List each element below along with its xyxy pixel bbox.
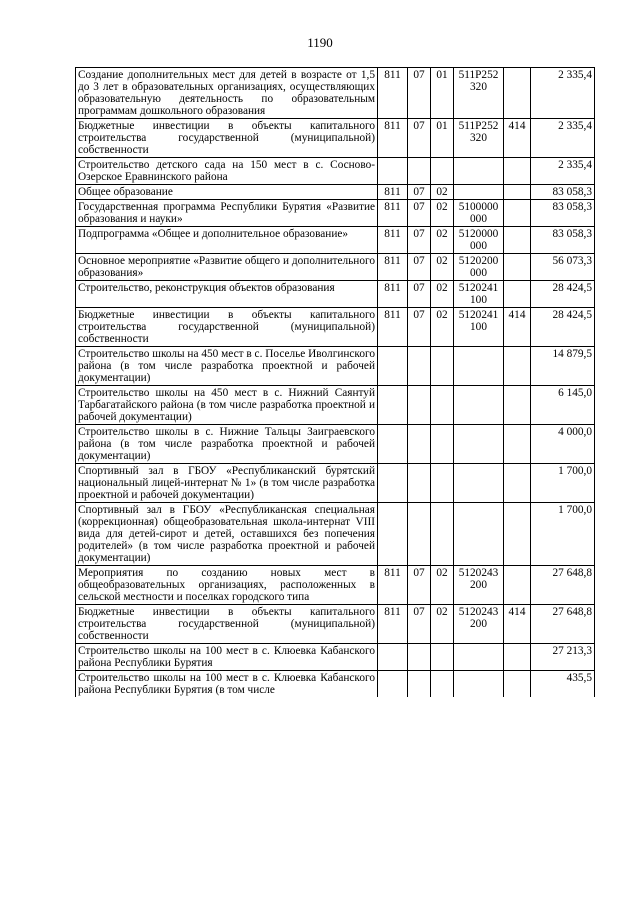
section-code-cell — [408, 386, 431, 425]
section-code-cell: 07 — [408, 200, 431, 227]
row-name-cell: Строительство детского сада на 150 мест в с. Сосново-Озерское Еравнинского района — [76, 158, 378, 185]
subsection-code-cell: 02 — [431, 185, 454, 200]
table-row — [76, 425, 595, 464]
expense-type-code-cell — [504, 200, 531, 227]
expense-type-code-cell — [504, 464, 531, 503]
target-article-code-cell — [454, 386, 504, 425]
ved-code-cell — [378, 386, 408, 425]
ved-code-cell — [378, 425, 408, 464]
ved-code-cell: 811 — [378, 119, 408, 158]
row-name-cell: Основное мероприятие «Развитие общего и дополнительного образования» — [76, 254, 378, 281]
ved-code-cell: 811 — [378, 227, 408, 254]
subsection-code-cell — [431, 425, 454, 464]
amount-cell: 83 058,3 — [531, 185, 595, 200]
ved-code-cell — [378, 464, 408, 503]
expense-type-code-cell — [504, 644, 531, 671]
section-code-cell — [408, 644, 431, 671]
section-code-cell: 07 — [408, 566, 431, 605]
expense-type-code-cell: 414 — [504, 605, 531, 644]
section-code-cell: 07 — [408, 185, 431, 200]
amount-cell: 1 700,0 — [531, 464, 595, 503]
expense-type-code-cell — [504, 158, 531, 185]
table-row — [76, 308, 595, 347]
expense-type-code-cell — [504, 185, 531, 200]
subsection-code-cell — [431, 347, 454, 386]
section-code-cell — [408, 671, 431, 698]
amount-cell: 27 648,8 — [531, 566, 595, 605]
subsection-code-cell — [431, 158, 454, 185]
ved-code-cell: 811 — [378, 185, 408, 200]
row-name-cell: Строительство школы в с. Нижние Тальцы Заиграевского района (в том числе разработка проектной и рабочей документации) — [76, 425, 378, 464]
target-article-code-cell — [454, 425, 504, 464]
target-article-code-cell: 5100000 000 — [454, 200, 504, 227]
table-row — [76, 605, 595, 644]
table-row — [76, 281, 595, 308]
expense-type-code-cell — [504, 254, 531, 281]
ved-code-cell — [378, 158, 408, 185]
amount-cell: 56 073,3 — [531, 254, 595, 281]
expense-type-code-cell — [504, 425, 531, 464]
subsection-code-cell: 02 — [431, 308, 454, 347]
amount-cell: 27 648,8 — [531, 605, 595, 644]
row-name-cell: Строительство школы на 100 мест в с. Клюевка Кабанского района Республики Бурятия — [76, 644, 378, 671]
subsection-code-cell — [431, 386, 454, 425]
target-article-code-cell — [454, 185, 504, 200]
amount-cell: 4 000,0 — [531, 425, 595, 464]
subsection-code-cell: 01 — [431, 119, 454, 158]
table-row — [76, 566, 595, 605]
amount-cell: 6 145,0 — [531, 386, 595, 425]
row-name-cell: Спортивный зал в ГБОУ «Республиканский бурятский национальный лицей-интернат № 1» (в том числе разработка проектной и рабочей документации) — [76, 464, 378, 503]
target-article-code-cell: 5120243 200 — [454, 605, 504, 644]
target-article-code-cell: 5120241 100 — [454, 281, 504, 308]
amount-cell: 83 058,3 — [531, 200, 595, 227]
row-name-cell: Бюджетные инвестиции в объекты капитального строительства государственной (муниципальной) собственности — [76, 119, 378, 158]
expense-type-code-cell — [504, 386, 531, 425]
section-code-cell: 07 — [408, 308, 431, 347]
table-row — [76, 347, 595, 386]
ved-code-cell — [378, 671, 408, 698]
subsection-code-cell: 02 — [431, 200, 454, 227]
target-article-code-cell — [454, 503, 504, 566]
amount-cell: 2 335,4 — [531, 158, 595, 185]
amount-cell: 1 700,0 — [531, 503, 595, 566]
subsection-code-cell — [431, 464, 454, 503]
subsection-code-cell — [431, 671, 454, 698]
section-code-cell — [408, 503, 431, 566]
amount-cell: 14 879,5 — [531, 347, 595, 386]
ved-code-cell: 811 — [378, 68, 408, 119]
target-article-code-cell: 5120243 200 — [454, 566, 504, 605]
row-name-cell: Общее образование — [76, 185, 378, 200]
row-name-cell: Мероприятия по созданию новых мест в общеобразовательных организациях, расположенных в сельской местности и поселках городского типа — [76, 566, 378, 605]
expense-type-code-cell — [504, 503, 531, 566]
section-code-cell: 07 — [408, 119, 431, 158]
target-article-code-cell — [454, 644, 504, 671]
row-name-cell: Бюджетные инвестиции в объекты капитального строительства государственной (муниципальной) собственности — [76, 308, 378, 347]
table-row — [76, 200, 595, 227]
table-row — [76, 68, 595, 119]
target-article-code-cell: 5120000 000 — [454, 227, 504, 254]
target-article-code-cell: 5120241 100 — [454, 308, 504, 347]
target-article-code-cell — [454, 347, 504, 386]
row-name-cell: Спортивный зал в ГБОУ «Республиканская специальная (коррекционная) общеобразовательная школа-интернат VIII вида для детей-сирот и детей, оставшихся без попечения родителей» (в том числе разработка проектной и рабочей документации) — [76, 503, 378, 566]
ved-code-cell: 811 — [378, 605, 408, 644]
expense-type-code-cell — [504, 347, 531, 386]
expense-type-code-cell — [504, 671, 531, 698]
section-code-cell: 07 — [408, 68, 431, 119]
expense-type-code-cell: 414 — [504, 119, 531, 158]
amount-cell: 28 424,5 — [531, 281, 595, 308]
amount-cell: 83 058,3 — [531, 227, 595, 254]
amount-cell: 2 335,4 — [531, 68, 595, 119]
row-name-cell: Строительство школы на 450 мест в с. Поселье Иволгинского района (в том числе разработка проектной и рабочей документации) — [76, 347, 378, 386]
ved-code-cell: 811 — [378, 566, 408, 605]
table-row — [76, 119, 595, 158]
section-code-cell — [408, 158, 431, 185]
ved-code-cell: 811 — [378, 254, 408, 281]
row-name-cell: Строительство школы на 100 мест в с. Клюевка Кабанского района Республики Бурятия (в том числе — [76, 671, 378, 698]
ved-code-cell — [378, 644, 408, 671]
subsection-code-cell: 01 — [431, 68, 454, 119]
target-article-code-cell — [454, 158, 504, 185]
table-row — [76, 158, 595, 185]
expense-type-code-cell — [504, 227, 531, 254]
subsection-code-cell: 02 — [431, 254, 454, 281]
expense-type-code-cell — [504, 68, 531, 119]
section-code-cell: 07 — [408, 605, 431, 644]
row-name-cell: Создание дополнительных мест для детей в возрасте от 1,5 до 3 лет в образовательных организациях, осуществляющих образовательную деятельность по образовательным программам дошкольного образования — [76, 68, 378, 119]
row-name-cell: Государственная программа Республики Бурятия «Развитие образования и науки» — [76, 200, 378, 227]
target-article-code-cell: 5120200 000 — [454, 254, 504, 281]
table-row — [76, 254, 595, 281]
table-row — [76, 386, 595, 425]
subsection-code-cell: 02 — [431, 227, 454, 254]
row-name-cell: Подпрограмма «Общее и дополнительное образование» — [76, 227, 378, 254]
section-code-cell: 07 — [408, 281, 431, 308]
subsection-code-cell: 02 — [431, 566, 454, 605]
target-article-code-cell — [454, 464, 504, 503]
table-row — [76, 671, 595, 698]
target-article-code-cell — [454, 671, 504, 698]
section-code-cell: 07 — [408, 227, 431, 254]
page-number: 1190 — [307, 35, 333, 50]
subsection-code-cell: 02 — [431, 281, 454, 308]
section-code-cell — [408, 464, 431, 503]
table-row — [76, 185, 595, 200]
amount-cell: 28 424,5 — [531, 308, 595, 347]
table-row — [76, 503, 595, 566]
subsection-code-cell: 02 — [431, 605, 454, 644]
budget-table — [75, 67, 595, 697]
row-name-cell: Строительство, реконструкция объектов образования — [76, 281, 378, 308]
target-article-code-cell: 511P252 320 — [454, 119, 504, 158]
amount-cell: 2 335,4 — [531, 119, 595, 158]
section-code-cell — [408, 425, 431, 464]
ved-code-cell: 811 — [378, 200, 408, 227]
amount-cell: 27 213,3 — [531, 644, 595, 671]
expense-type-code-cell — [504, 566, 531, 605]
subsection-code-cell — [431, 503, 454, 566]
subsection-code-cell — [431, 644, 454, 671]
ved-code-cell — [378, 347, 408, 386]
ved-code-cell — [378, 503, 408, 566]
budget-table-body — [76, 68, 595, 698]
ved-code-cell: 811 — [378, 281, 408, 308]
section-code-cell — [408, 347, 431, 386]
ved-code-cell: 811 — [378, 308, 408, 347]
table-row — [76, 227, 595, 254]
section-code-cell: 07 — [408, 254, 431, 281]
row-name-cell: Строительство школы на 450 мест в с. Нижний Саянтуй Тарбагатайского района (в том числе разработка проектной и рабочей документации) — [76, 386, 378, 425]
expense-type-code-cell: 414 — [504, 308, 531, 347]
amount-cell: 435,5 — [531, 671, 595, 698]
row-name-cell: Бюджетные инвестиции в объекты капитального строительства государственной (муниципальной) собственности — [76, 605, 378, 644]
table-row — [76, 464, 595, 503]
target-article-code-cell: 511P252 320 — [454, 68, 504, 119]
expense-type-code-cell — [504, 281, 531, 308]
table-row — [76, 644, 595, 671]
